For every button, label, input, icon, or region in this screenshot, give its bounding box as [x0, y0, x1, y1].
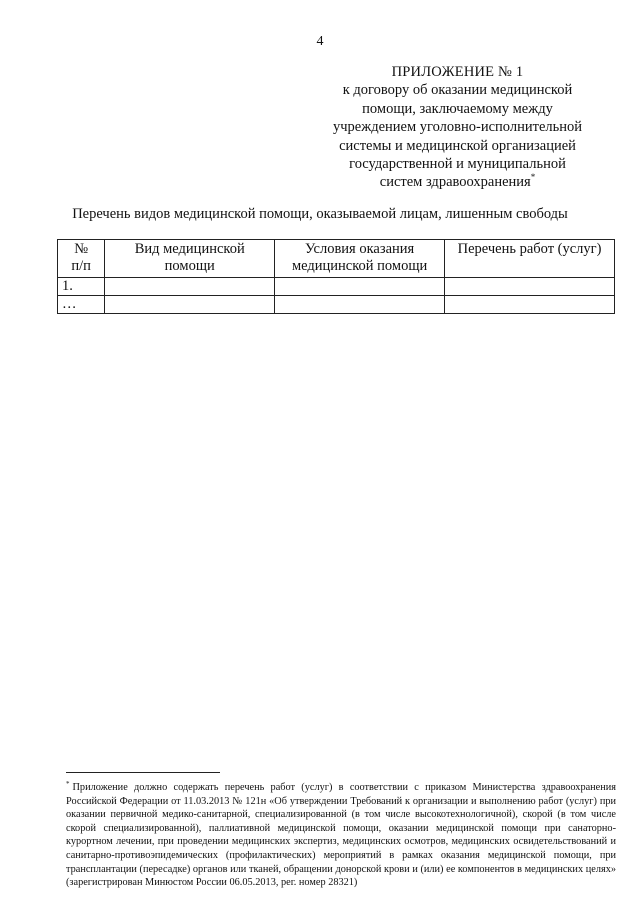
header-conditions [275, 240, 445, 278]
footnote [66, 781, 616, 890]
footnote-mark: * [66, 779, 70, 788]
appendix-line: учреждением уголовно-исполнительной [332, 119, 583, 136]
cell-works [445, 278, 615, 296]
header-num [58, 240, 105, 278]
header-kind [105, 240, 275, 278]
appendix-line-last [330, 173, 585, 191]
cell-conditions [275, 296, 445, 314]
header-conditions-line1: Условия оказания [305, 241, 415, 257]
header-num-line1: № [74, 241, 89, 257]
cell-kind [105, 278, 275, 296]
table-row [58, 296, 615, 314]
header-kind-line1: Вид медицинской [134, 241, 245, 257]
table-row [58, 278, 615, 296]
appendix-line: к договору об оказании медицинской [342, 82, 573, 99]
medical-services-table [57, 239, 615, 314]
cell-works [445, 296, 615, 314]
footnote-divider [66, 772, 220, 773]
appendix-line: системы и медицинской организацией [339, 137, 576, 154]
header-works [445, 240, 615, 278]
footnote-reference-mark: * [530, 172, 536, 183]
page-number: 4 [316, 34, 324, 49]
header-kind-line2: помощи [164, 258, 215, 274]
header-num-line2: п/п [71, 258, 91, 274]
appendix-line-text: систем здравоохранения [379, 174, 531, 191]
cell-num: … [58, 296, 105, 314]
cell-num: 1. [58, 278, 105, 296]
footnote-text: Приложение должно содержать перечень работ (услуг) в соответствии с приказом Министерства здравоохранения Российской Федерации от 11.03.2013 № 121н «Об утверждении Требований к организации и выполнению работ (услуг) при оказании первичной медико-санитарной, специализированной (в том числе высокотехнологичной), скорой (в том числе скорой специализированной), паллиативной медицинской помощи, оказании медицинской помощи при санаторно-курортном лечении, при проведении медицинских экспертиз, медицинских осмотров, медицинских освидетельствований и санитарно-противоэпидемических (профилактических) мероприятий в рамках оказания медицинской помощи, при трансплантации (пересадке) органов или тканей, обращении донорской крови и (или) ее компонентов в медицинских целях» (зарегистрирован Минюстом России 06.05.2013, рег. номер 28321) [66, 782, 616, 889]
appendix-line: помощи, заключаемому между [362, 100, 553, 117]
cell-conditions [275, 278, 445, 296]
header-works-text: Перечень работ (услуг) [457, 241, 602, 257]
appendix-header [330, 63, 585, 192]
appendix-title: ПРИЛОЖЕНИЕ № 1 [391, 64, 524, 80]
appendix-line: государственной и муниципальной [349, 156, 566, 173]
cell-kind [105, 296, 275, 314]
table-header-row [58, 240, 615, 278]
list-heading: Перечень видов медицинской помощи, оказываемой лицам, лишенным свободы [72, 206, 568, 222]
header-conditions-line2: медицинской помощи [291, 258, 428, 274]
